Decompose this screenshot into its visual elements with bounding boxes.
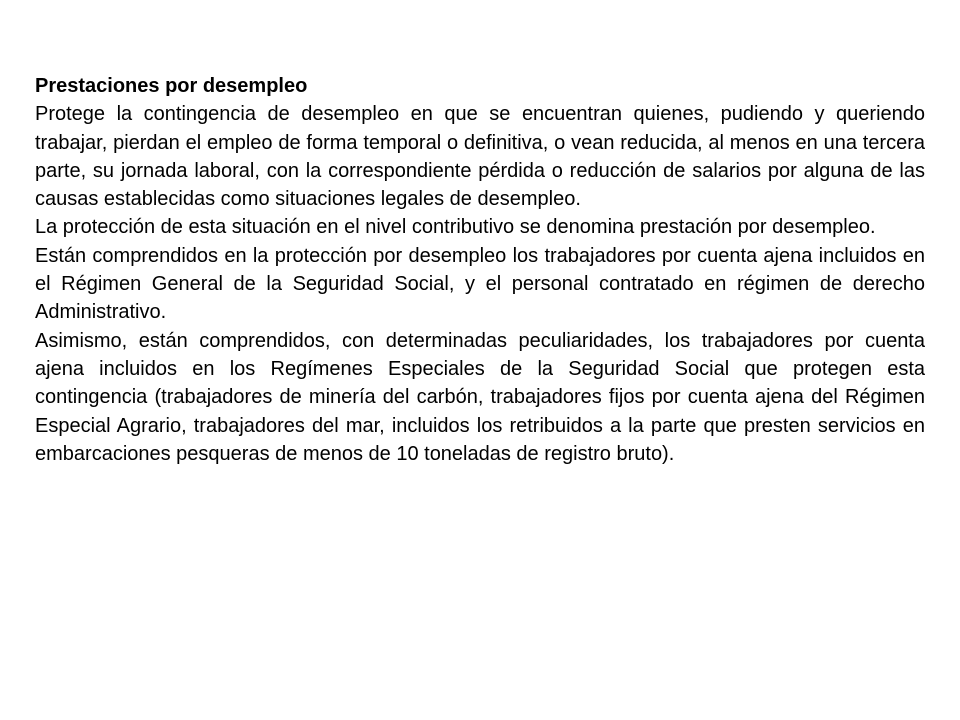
text-block: [35, 72, 925, 468]
paragraph-contributive-level: La protección de esta situación en el nivel contributivo se denomina prestación por desempleo.: [35, 216, 876, 239]
document-title: Prestaciones por desempleo: [35, 75, 308, 97]
paragraph-general-regime: Están comprendidos en la protección por desempleo los trabajadores por cuenta ajena incluidos en el Régimen General de la Seguridad Social, y el personal contratado en régimen de derecho Administrativo.: [35, 244, 925, 324]
paragraph-special-regimes: Asimismo, están comprendidos, con determinadas peculiaridades, los trabajadores por cuenta ajena incluidos en los Regímenes Especiales de la Seguridad Social que protegen esta contingencia (trabajadores de minería del carbón, trabajadores fijos por cuenta ajena del Régimen Especial Agrario, trabajadores del mar, incluidos los retribuidos a la parte que presten servicios en embarcaciones pesqueras de menos de 10 toneladas de registro bruto).: [35, 329, 925, 465]
paragraph-definition: Protege la contingencia de desempleo en que se encuentran quienes, pudiendo y queriendo trabajar, pierdan el empleo de forma temporal o definitiva, o vean reducida, al menos en una tercera parte, su jornada laboral, con la correspondiente pérdida o reducción de salarios por alguna de las causas establecidas como situaciones legales de desempleo.: [35, 103, 925, 211]
